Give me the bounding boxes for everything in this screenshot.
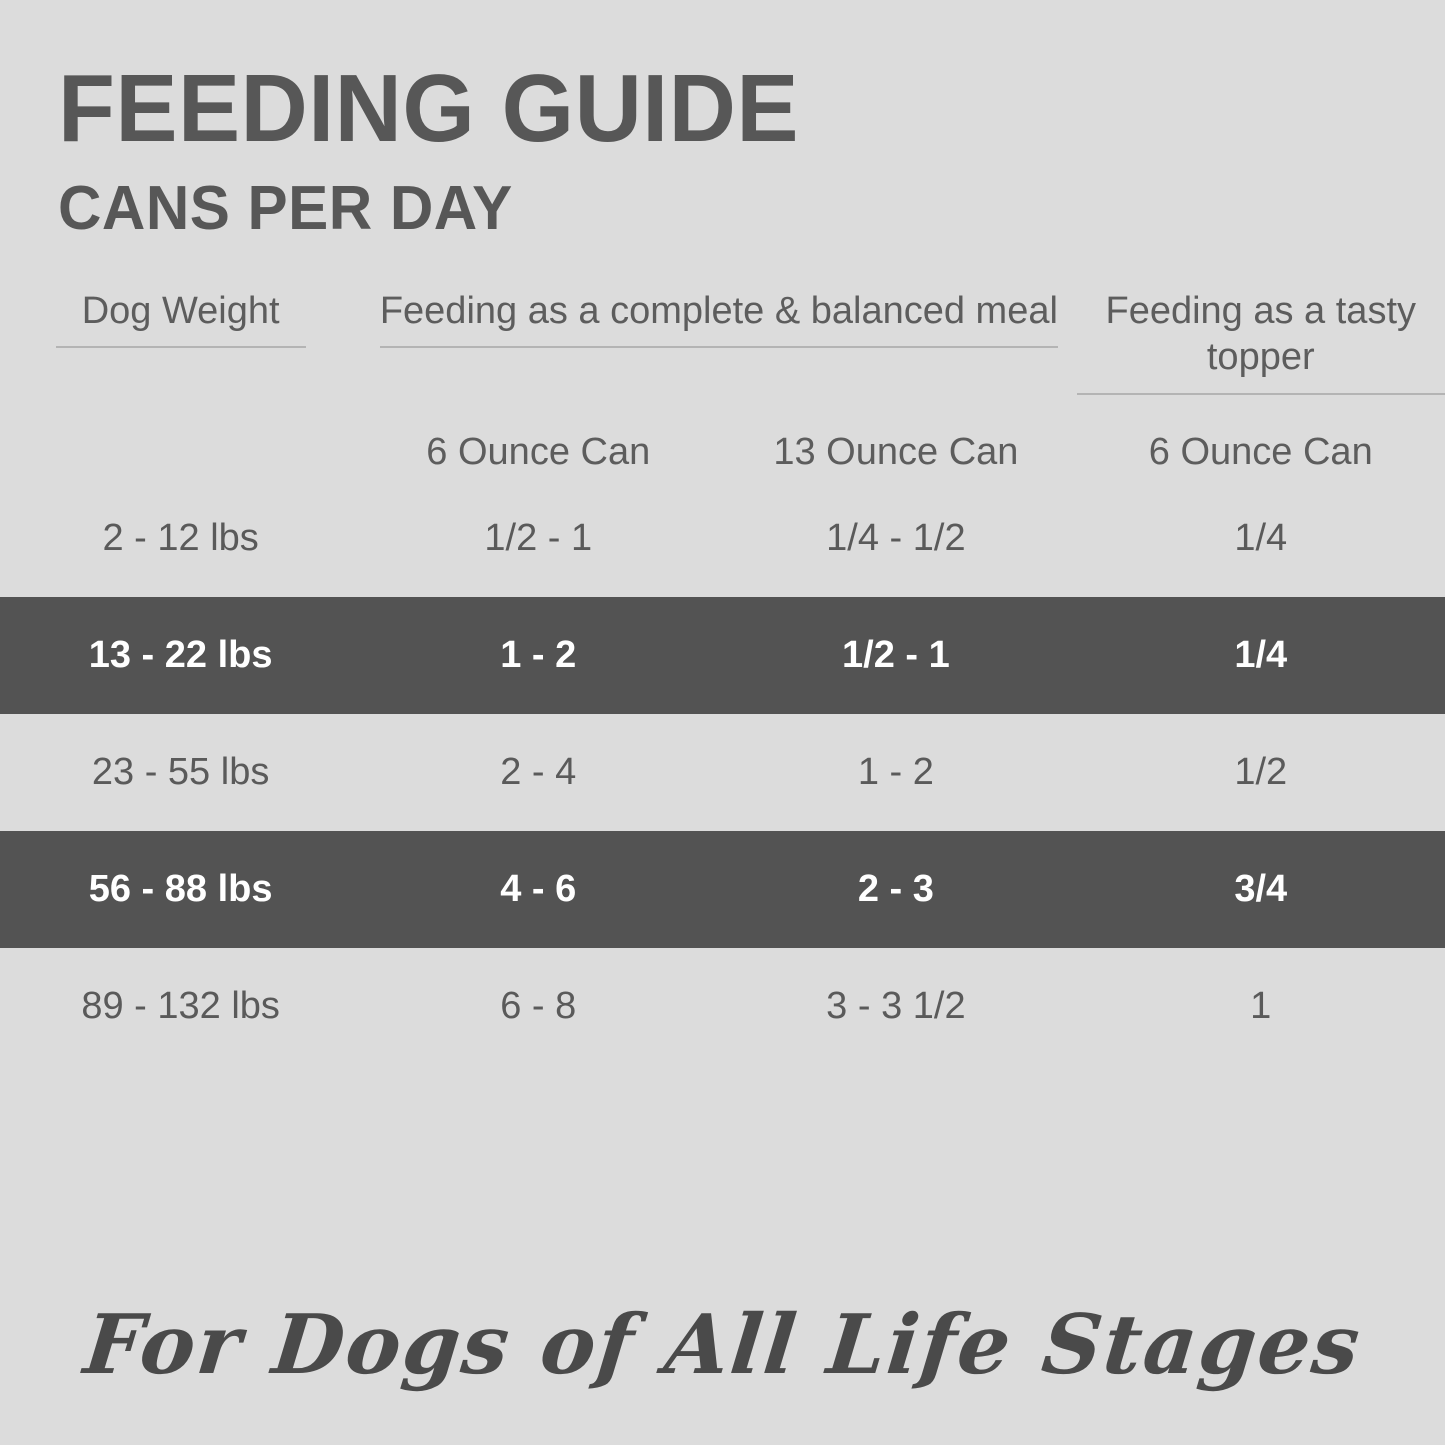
table-row (0, 714, 1445, 831)
footer-tagline: For Dogs of All Life Stages (79, 1297, 1366, 1393)
subheader-meal-6oz: 6 Ounce Can (426, 430, 651, 473)
subheader-meal-13oz: 13 Ounce Can (773, 430, 1019, 473)
cell-topper-6oz: 1/2 (1234, 750, 1288, 793)
table-row (0, 480, 1445, 597)
cell-weight: 13 - 22 lbs (88, 633, 273, 676)
cell-weight: 2 - 12 lbs (102, 516, 259, 559)
table-row (0, 597, 1445, 714)
group-header-weight (0, 288, 361, 358)
cell-meal-6oz: 1 - 2 (500, 633, 577, 676)
table-subheader-row (0, 431, 1445, 480)
group-header-topper-label: Feeding as a tasty topper (1077, 288, 1445, 395)
cell-weight: 89 - 132 lbs (81, 984, 280, 1027)
cell-meal-6oz: 6 - 8 (500, 984, 577, 1027)
cell-meal-13oz: 3 - 3 1/2 (826, 984, 966, 1027)
group-header-topper (1077, 288, 1445, 405)
page-subtitle: CANS PER DAY (58, 174, 513, 244)
table-row (0, 831, 1445, 948)
footer (0, 1297, 1445, 1393)
table-group-header-row (0, 282, 1445, 405)
cell-weight: 23 - 55 lbs (91, 750, 270, 793)
group-header-meal-label: Feeding as a complete & balanced meal (380, 288, 1058, 348)
subheader-topper-6oz: 6 Ounce Can (1148, 430, 1373, 473)
cell-topper-6oz: 1 (1250, 984, 1272, 1027)
cell-topper-6oz: 1/4 (1234, 633, 1288, 676)
group-header-meal (361, 288, 1076, 358)
cell-topper-6oz: 3/4 (1234, 867, 1288, 910)
cell-meal-13oz: 1/4 - 1/2 (826, 516, 966, 559)
cell-meal-13oz: 2 - 3 (857, 867, 934, 910)
title-block (0, 0, 1445, 244)
cell-meal-6oz: 4 - 6 (500, 867, 577, 910)
cell-meal-13oz: 1/2 - 1 (842, 633, 950, 676)
cell-topper-6oz: 1/4 (1234, 516, 1288, 559)
cell-meal-6oz: 2 - 4 (500, 750, 577, 793)
table-row (0, 948, 1445, 1065)
feeding-table (0, 282, 1445, 1065)
cell-weight: 56 - 88 lbs (88, 867, 273, 910)
page-title: FEEDING GUIDE (58, 55, 799, 162)
cell-meal-13oz: 1 - 2 (857, 750, 934, 793)
cell-meal-6oz: 1/2 - 1 (484, 516, 593, 559)
group-header-weight-label: Dog Weight (56, 288, 306, 348)
